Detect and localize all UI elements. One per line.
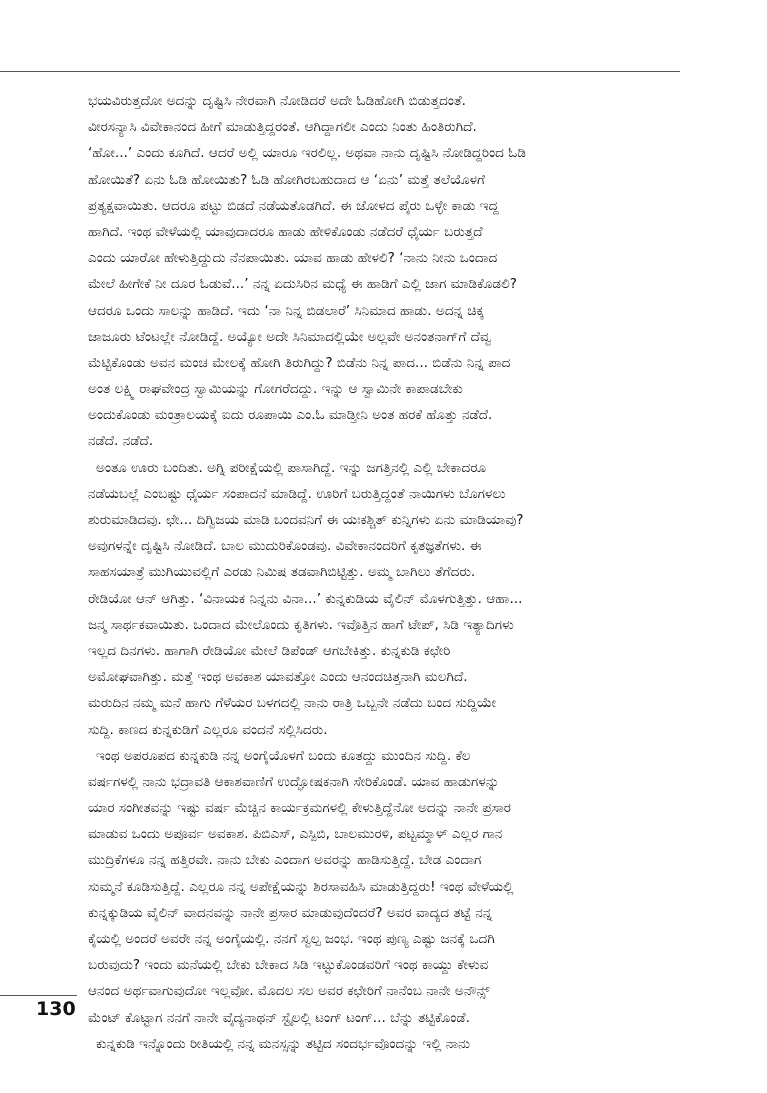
text-line: ಹೋಯಿತೆ? ಏನು ಓಡಿ ಹೋಯಿತು? ಓಡಿ ಹೋಗಿರಬಹುದಾದ ಆ ‘ಏನು’ ಮತ್ತೆ ತಲೆಯೊಳಗೆ: [88, 171, 485, 188]
text-line: ಕುನ್ನಕ್ಕುಡಿಯ ವೈಲಿನ್ ವಾದನವನ್ನು ನಾನೇ ಪ್ರಸಾರ ಮಾಡುವುದೆಂದರೆ? ಅವರ ವಾದ್ಯದ ತಟ್ಟೆ ನನ್ನ: [88, 904, 493, 921]
text-line: ವೀರಸನ್ಯಾಸಿ ವಿವೇಕಾನಂದ ಹೀಗೆ ಮಾಡುತ್ತಿದ್ದರಂತೆ. ಆಗಿದ್ದಾಗಲೀ ಎಂದು ನಿಂತು ಹಿಂತಿರುಗಿದೆ.: [88, 119, 477, 136]
text-line: ಆದರೂ ಒಂದು ಸಾಲನ್ನು ಹಾಡಿದೆ. ಇದು ‘ನಾ ನಿನ್ನ ಬಿಡಲಾರೆ’ ಸಿನಿಮಾದ ಹಾಡು. ಅದನ್ನ ಚಿಕ್ಕ: [88, 302, 484, 319]
paragraph-first-line: ಕುನ್ನಕುಡಿ ಇನ್ನೊಂದು ರೀತಿಯಲ್ಲಿ ನನ್ನ ಮನಸ್ಸನ್ನು ತಟ್ಟಿದ ಸಂದರ್ಭವೊಂದನ್ನು ಇಲ್ಲಿ ನಾನು: [96, 1035, 471, 1052]
text-line: ಸುಮ್ಮನೆ ಕೂಡಿಸುತ್ತಿದ್ದೆ. ಎಲ್ಲರೂ ನನ್ನ ಅಪೇಕ್ಷೆಯನ್ನು ಶಿರಸಾವಹಿಸಿ ಮಾಡುತ್ತಿದ್ದರು! ಇಂಥ ವೇಳೆಯಲ್ಲಿ: [88, 878, 514, 895]
text-line: ಮೇಲೆ ಹೀಗೇಕೆ ನೀ ದೂರ ಓಡುವೆ...’ ನನ್ನ ಏದುಸಿರಿನ ಮಧ್ಯೆ ಈ ಹಾಡಿಗೆ ಎಲ್ಲಿ ಜಾಗ ಮಾಡಿಕೊಡಲಿ?: [88, 276, 517, 293]
text-line: ಭಯವಿರುತ್ತದೋ ಅದನ್ನು ದೃಷ್ಟಿಸಿ ನೇರವಾಗಿ ನೋಡಿದರೆ ಅದೇ ಓಡಿಹೋಗಿ ಬಿಡುತ್ತದಂತೆ.: [88, 93, 466, 109]
paragraph-first-line: ಇಂಥ ಅಪರೂಪದ ಕುನ್ನಕುಡಿ ನನ್ನ ಅಂಗೈಯೊಳಗೆ ಬಂದು ಕೂತದ್ದು ಮುಂದಿನ ಸುದ್ದಿ. ಕೆಲ: [96, 747, 471, 764]
text-line: ಮೆಟ್ಟಿಕೊಂಡು ಅವನ ಮಂಚ ಮೇಲಕ್ಕೆ ಹೋಗಿ ತಿರುಗಿದ್ದು? ಬಿಡೆನು ನಿನ್ನ ಪಾದ... ಬಿಡೆನು ನಿನ್ನ ಪಾದ: [88, 354, 511, 371]
text-line: ಆನಂದ ಅರ್ಥವಾಗುವುದೋ ಇಲ್ಲವೋ. ಮೊದಲ ಸಲ ಅವರ ಕಛೇರಿಗೆ ನಾನೆಂಬ ನಾನೇ ಅನೌನ್ಸ್: [88, 983, 490, 1000]
text-line: ಕೈಯಲ್ಲಿ ಅಂದರೆ ಅವರೇ ನನ್ನ ಅಂಗೈಯಲ್ಲಿ. ನನಗೆ ಸ್ವಲ್ಪ ಜಂಭ. ಇಂಥ ಪುಣ್ಯ ಎಷ್ಟು ಜನಕ್ಕೆ ಒದಗಿ: [88, 931, 495, 947]
footer-rule: [0, 995, 77, 996]
text-line: ಇಲ್ಲದ ದಿನಗಳು. ಹಾಗಾಗಿ ರೇಡಿಯೋ ಮೇಲೆ ಡಿಪೆಂಡ್ ಆಗಬೇಕಿತ್ತು. ಕುನ್ನಕುಡಿ ಕಛೇರಿ: [88, 642, 451, 659]
text-line: ಶುರುಮಾಡಿದವು. ಛೇ... ದಿಗ್ವಿಜಯ ಮಾಡಿ ಬಂದವನಿಗೆ ಈ ಯಃಕಶ್ಚಿತ್ ಕುನ್ನಿಗಳು ಏನು ಮಾಡಿಯಾವು?: [88, 512, 524, 528]
text-line: ಮಾಡುವ ಒಂದು ಅಪೂರ್ವ ಅವಕಾಶ. ಪಿಬಿಎಸ್, ಎಸ್ಪಿಬಿ, ಬಾಲಮುರಳಿ, ಪಟ್ಟಮ್ಮಾಳ್ ಎಲ್ಲರ ಗಾನ: [88, 826, 503, 843]
text-line: ಯಾರ ಸಂಗೀತವನ್ನು ಇಷ್ಟು ವರ್ಷ ಮೆಚ್ಚಿನ ಕಾರ್ಯಕ್ರಮಗಳಲ್ಲಿ ಕೇಳುತ್ತಿದ್ದೆನೋ ಅದನ್ನು ನಾನೇ ಪ್ರಸಾರ: [88, 800, 511, 817]
text-line: ಸುದ್ದಿ. ಕಾಣದ ಕುನ್ನಕುಡಿಗೆ ಎಲ್ಲರೂ ವಂದನೆ ಸಲ್ಲಿಸಿದರು.: [88, 721, 328, 738]
text-line: ಹಾಗಿದೆ. ಇಂಥ ವೇಳೆಯಲ್ಲಿ ಯಾವುದಾದರೂ ಹಾಡು ಹೇಳಿಕೊಂಡು ನಡೆದರೆ ಧೈರ್ಯ ಬರುತ್ತದೆ: [88, 223, 483, 240]
text-line: ನಡೆಯಬಲ್ಲೆ ಎಂಬಷ್ಟು ಧೈರ್ಯ ಸಂಪಾದನೆ ಮಾಡಿದ್ದೆ. ಊರಿಗೆ ಬರುತ್ತಿದ್ದಂತೆ ನಾಯಿಗಳು ಬೊಗಳಲು: [88, 485, 506, 502]
text-line: ಅಂತ ಲಕ್ಷ್ಮಿ ರಾಘವೇಂದ್ರ ಸ್ವಾಮಿಯನ್ನು ಗೋಗರೆದದ್ದು. ಇನ್ನು ಆ ಸ್ವಾಮಿನೇ ಕಾಪಾಡಬೇಕು: [88, 381, 463, 398]
header-rule: [0, 71, 680, 72]
text-line: ಜನ್ಮ ಸಾರ್ಥಕವಾಯಿತು. ಒಂದಾದ ಮೇಲೊಂದು ಕೃತಿಗಳು. ಇವೊತ್ತಿನ ಹಾಗೆ ಟೇಪ್, ಸಿಡಿ ಇತ್ಯಾದಿಗಳು: [88, 616, 514, 633]
text-line: ಅವುಗಳನ್ನೇ ದೃಷ್ಟಿಸಿ ನೋಡಿದೆ. ಬಾಲ ಮುದುರಿಕೊಂಡವು. ವಿವೇಕಾನಂದರಿಗೆ ಕೃತಜ್ಞತೆಗಳು. ಈ: [88, 538, 482, 555]
text-line: ಎಂದು ಯಾರೋ ಹೇಳುತ್ತಿದ್ದುದು ನೆನಪಾಯಿತು. ಯಾವ ಹಾಡು ಹೇಳಲಿ? ‘ನಾನು ನೀನು ಒಂದಾದ: [88, 250, 498, 267]
text-line: ಜಾಜೂರು ಟೆಂಟಲ್ಲೇ ನೋಡಿದ್ದೆ. ಅಯ್ಯೋ ಅದೇ ಸಿನಿಮಾದಲ್ಲಿಯೇ ಅಲ್ಲವೇ ಅನಂತನಾಗ್‌ಗೆ ದೆವ್ವ: [88, 328, 492, 345]
body-text: [88, 88, 682, 1057]
page-number: 130: [36, 998, 76, 1020]
paragraph-first-line: ಅಂತೂ ಊರು ಬಂದಿತು. ಅಗ್ನಿ ಪರೀಕ್ಷೆಯಲ್ಲಿ ಪಾಸಾಗಿದ್ದೆ. ಇನ್ನು ಜಗತ್ತಿನಲ್ಲಿ ಎಲ್ಲಿ ಬೇಕಾದರೂ: [96, 459, 487, 476]
text-line: ಮುದ್ರಿಕೆಗಳೂ ನನ್ನ ಹತ್ತಿರವೇ. ನಾನು ಬೇಕು ಎಂದಾಗ ಅವರನ್ನು ಹಾಡಿಸುತ್ತಿದ್ದೆ. ಬೇಡ ಎಂದಾಗ: [88, 852, 482, 869]
text-line: ‘ಹೋ...’ ಎಂದು ಕೂಗಿದೆ. ಆದರೆ ಅಲ್ಲಿ ಯಾರೂ ಇರಲಿಲ್ಲ. ಅಥವಾ ನಾನು ದೃಷ್ಟಿಸಿ ನೋಡಿದ್ದರಿಂದ ಓಡಿ: [88, 145, 526, 162]
text-line: ಮೆಂಟ್ ಕೊಟ್ಟಾಗ ನನಗೆ ನಾನೇ ವೈದ್ಯನಾಥನ್ ಸ್ಟೈಲಲ್ಲಿ ಟಂಗ್ ಟಂಗ್... ಬೆನ್ನು ತಟ್ಟಿಕೊಂಡೆ.: [88, 1009, 470, 1026]
text-line: ರೇಡಿಯೋ ಆನ್ ಆಗಿತ್ತು. ‘ವಿನಾಯಕ ನಿನ್ನನು ವಿನಾ...’ ಕುನ್ನಕುಡಿಯ ವೈಲಿನ್ ಮೊಳಗುತ್ತಿತ್ತು. ಆಹಾ...: [88, 590, 523, 607]
text-line: ಅಂದುಕೊಂಡು ಮಂತ್ರಾಲಯಕ್ಕೆ ಐದು ರೂಪಾಯಿ ಎಂ.ಓ ಮಾಡ್ತೀನಿ ಅಂತ ಹರಕೆ ಹೊತ್ತು ನಡೆದೆ.: [88, 407, 493, 424]
text-line: ಸಾಹಸಯಾತ್ರೆ ಮುಗಿಯುವಲ್ಲಿಗೆ ಎರಡು ನಿಮಿಷ ತಡವಾಗಿಬಿಟ್ಟಿತ್ತು. ಅಮ್ಮ ಬಾಗಿಲು ತೆಗೆದರು.: [88, 564, 476, 581]
text-line: ಪ್ರತ್ಯಕ್ಷವಾಯಿತು. ಆದರೂ ಪಟ್ಟು ಬಿಡದೆ ನಡೆಯತೊಡಗಿದೆ. ಈ ಜೋಳದ ಪೈರು ಒಳ್ಳೇ ಕಾಡು ಇದ್ದ: [88, 197, 499, 214]
text-line: ನಡೆದೆ. ನಡೆದೆ.: [88, 433, 154, 450]
text-line: ವರ್ಷಗಳಲ್ಲಿ ನಾನು ಭದ್ರಾವತಿ ಆಕಾಶವಾಣಿಗೆ ಉದ್ಘೋಷಕನಾಗಿ ಸೇರಿಕೊಂಡೆ. ಯಾವ ಹಾಡುಗಳನ್ನು: [88, 773, 500, 790]
text-line: ಬರುವುದು? ಇಂದು ಮನೆಯಲ್ಲಿ ಬೇಕು ಬೇಕಾದ ಸಿಡಿ ಇಟ್ಟುಕೊಂಡವರಿಗೆ ಇಂಥ ಕಾಯ್ದು ಕೇಳುವ: [88, 957, 489, 974]
text-line: ಅಮೋಘವಾಗಿತ್ತು. ಮತ್ತೆ ಇಂಥ ಅವಕಾಶ ಯಾವತ್ತೋ ಎಂದು ಆನಂದಚಿತ್ತನಾಗಿ ಮಲಗಿದೆ.: [88, 669, 468, 686]
text-line: ಮರುದಿನ ನಮ್ಮ ಮನೆ ಹಾಗು ಗೆಳೆಯರ ಬಳಗದಲ್ಲಿ ನಾನು ರಾತ್ರಿ ಒಬ್ಬನೇ ನಡೆದು ಬಂದ ಸುದ್ದಿಯೇ: [88, 695, 497, 712]
